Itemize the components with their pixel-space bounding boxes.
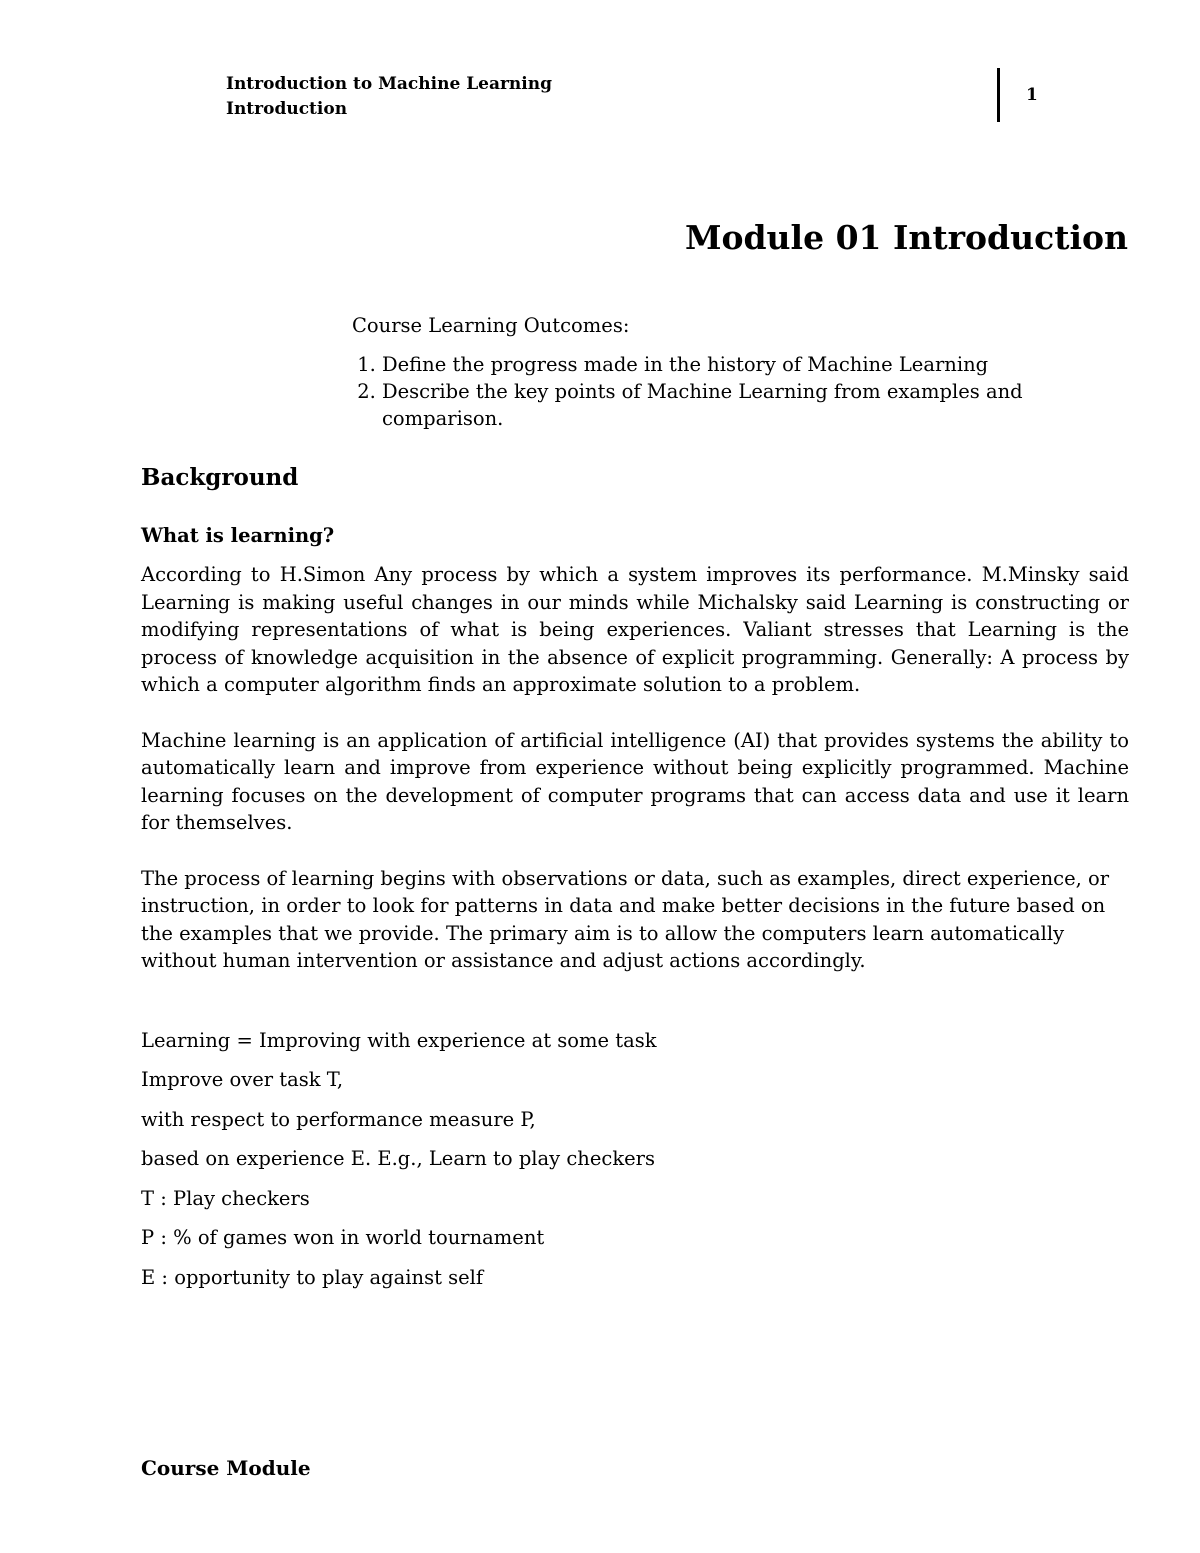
course-learning-outcomes — [352, 312, 1072, 432]
definition-line: E : opportunity to play against self — [141, 1265, 484, 1289]
main-content — [141, 464, 1129, 1297]
page-number: 1 — [1026, 85, 1038, 105]
definition-line: P : % of games won in world tournament — [141, 1226, 545, 1249]
paragraph: According to H.Simon Any process by which a system improves its performance. M.Minsky said Learning is making useful changes in our minds while Michalsky said Learning is constructing or modifying representations of what is being experiences. Valiant stresses that Learning is the process of knowledge acquisition in the absence of explicit programming. Generally: A process by which a computer algorithm finds an approximate solution to a problem. — [141, 563, 1129, 696]
header-divider — [997, 68, 1000, 122]
definition-line: with respect to performance measure P, — [141, 1107, 536, 1131]
definition-line: Learning = Improving with experience at some task — [141, 1028, 657, 1052]
learning-definition-list — [141, 1021, 1129, 1298]
header-section-title: Introduction — [226, 99, 348, 119]
outcomes-list — [352, 351, 1072, 432]
page-header — [226, 72, 552, 122]
paragraph: The process of learning begins with observations or data, such as examples, direct experience, or instruction, in order to look for patterns in data and make better decisions in the future based on the examples that we provide. The primary aim is to allow the computers learn automatically without human intervention or assistance and adjust actions accordingly. — [141, 866, 1110, 972]
definition-line: based on experience E. E.g., Learn to play checkers — [141, 1147, 656, 1170]
outcome-item: 1. Define the progress made in the history of Machine Learning — [382, 351, 1072, 378]
paragraph: Machine learning is an application of artificial intelligence (AI) that provides systems the ability to automatically learn and improve from experience without being explicitly programmed. Machine learning focuses on the development of computer programs that can access data and use it learn for themselves. — [141, 728, 1129, 834]
outcome-item: 2. Describe the key points of Machine Learning from examples and comparison. — [382, 378, 1072, 432]
outcomes-heading: Course Learning Outcomes: — [352, 314, 630, 337]
subheading-what-is-learning: What is learning? — [141, 523, 335, 547]
definition-line: Improve over task T, — [141, 1068, 344, 1091]
definition-line: T : Play checkers — [141, 1186, 310, 1210]
footer-course-module: Course Module — [141, 1456, 311, 1480]
section-heading-background: Background — [141, 464, 299, 491]
module-title: Module 01 Introduction — [684, 218, 1128, 257]
header-course-title: Introduction to Machine Learning — [226, 74, 552, 94]
